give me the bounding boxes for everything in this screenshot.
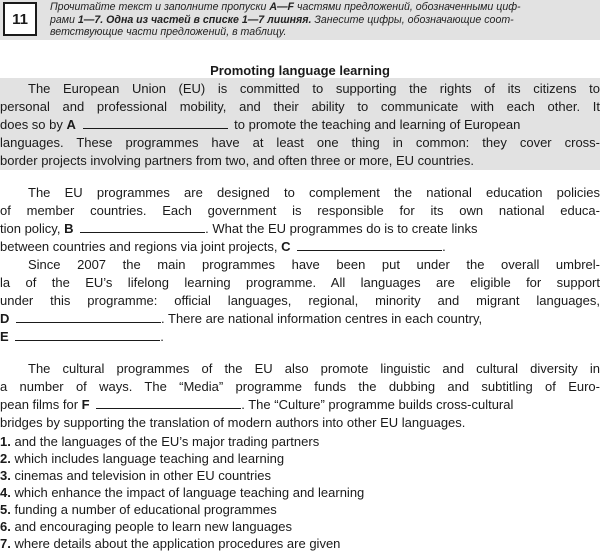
gap-label-e: E [0,329,9,344]
task-instruction: Прочитайте текст и заполните пропуски A—F частями предложений, обозначенными циф- рами 1—7. Одна из частей в списке 1—7 лишняя. Занесите цифры, обозначающие соот- ветствующие части предложений, в таблицу. [50,1,521,38]
gap-b[interactable] [80,222,205,233]
p1-line-2: personal and professional mobility, and their ability to communicate with each other. It [0,99,600,114]
p1-line-5: border projects involving partners from two, and often three or more, EU countries. [0,153,474,168]
p1-line-4: languages. These programmes have at least one thing in common: they cover cross- [0,135,600,150]
task-number-box: 11 [3,2,37,36]
p2-line-1: The EU programmes are designed to complement the national education policies [28,185,600,200]
list-item: 3. cinemas and television in other EU countries [0,468,271,483]
p2-line-4: between countries and regions via joint projects, C . [0,239,446,254]
p1-line-1: The European Union (EU) is committed to supporting the rights of its citizens to [28,81,600,96]
p3-line-3: under this programme: official languages, regional, minority and migrant languages, [0,293,600,308]
p4-line-4: bridges by supporting the translation of modern authors into other EU languages. [0,415,466,430]
gap-label-d: D [0,311,10,326]
p4-line-2: a number of ways. The “Media” programme funds the dubbing and subtitling of Euro- [0,379,600,394]
p1-line-3: does so by A to promote the teaching and learning of European [0,117,521,132]
gap-label-a: A [66,117,76,132]
p2-line-2: of member countries. Each government is responsible for its own national educa- [0,203,600,218]
gap-a[interactable] [83,118,228,129]
gap-label-c: C [281,239,291,254]
p2-line-3: tion policy, B . What the EU programmes do is to create links [0,221,478,236]
list-item: 5. funding a number of educational programmes [0,502,277,517]
p3-line-4: D . There are national information centres in each country, [0,311,483,326]
list-item: 7. where details about the application procedures are given [0,536,341,551]
list-item: 4. which enhance the impact of language teaching and learning [0,485,365,500]
gap-c[interactable] [297,240,442,251]
task-header [0,0,600,40]
gap-label-b: B [64,221,74,236]
gap-e[interactable] [15,330,160,341]
gap-d[interactable] [16,312,161,323]
gap-label-f: F [81,397,90,412]
gap-f[interactable] [96,398,241,409]
p4-line-3: pean films for F . The “Culture” programme builds cross-cultural [0,397,514,412]
list-item: 1. and the languages of the EU’s major trading partners [0,434,320,449]
list-item: 6. and encouraging people to learn new languages [0,519,293,534]
p3-line-5: E . [0,329,164,344]
p4-line-1: The cultural programmes of the EU also promote linguistic and cultural diversity in [28,361,600,376]
p3-line-1: Since 2007 the main programmes have been put under the overall umbrel- [28,257,600,272]
list-item: 2. which includes language teaching and learning [0,451,285,466]
text-title: Promoting language learning [210,63,390,78]
p3-line-2: la of the EU’s lifelong learning programme. All languages are eligible for support [0,275,600,290]
